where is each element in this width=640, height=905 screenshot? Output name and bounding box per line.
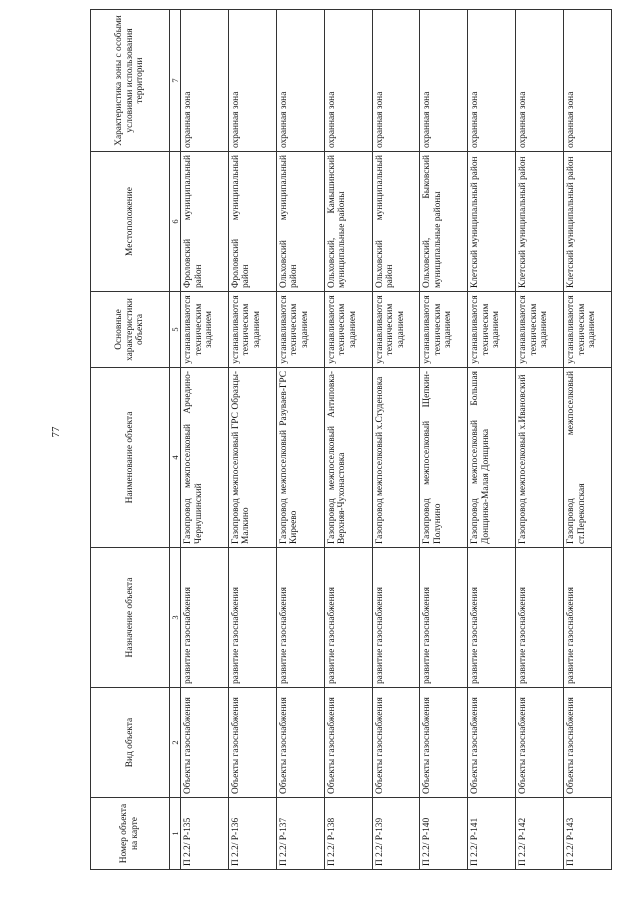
- header-cell: Основные характеристики объекта: [91, 292, 170, 368]
- objects-table: [90, 9, 612, 870]
- cell-object-purpose: развитие газоснабжения: [468, 548, 516, 688]
- table-row: [228, 10, 276, 870]
- column-number-row: [170, 10, 181, 870]
- cell-object-type: Объекты газоснабжения: [228, 688, 276, 798]
- cell-object-name: Газопровод межпоселковый ст.Перекопская: [564, 368, 612, 548]
- cell-object-location: Ольховский муниципальный район: [276, 152, 324, 292]
- cell-object-name: Газопровод межпоселковый Разуваев-ГРС Киреево: [276, 368, 324, 548]
- cell-object-characteristics: устанавливаются техническим заданием: [276, 292, 324, 368]
- table-row: [516, 10, 564, 870]
- cell-object-location: Клетский муниципальный район: [564, 152, 612, 292]
- cell-object-location: Клетский муниципальный район: [468, 152, 516, 292]
- column-number: 5: [170, 292, 181, 368]
- column-number: 7: [170, 10, 181, 152]
- cell-object-name: Газопровод межпоселковый ГРС Образцы-Малкино: [228, 368, 276, 548]
- cell-object-number: П 2.2/ Р-139: [372, 798, 420, 870]
- cell-object-type: Объекты газоснабжения: [468, 688, 516, 798]
- table-row: [276, 10, 324, 870]
- cell-object-name: Газопровод межпоселковый х.Студеновка: [372, 368, 420, 548]
- cell-zone-characteristic: охранная зона: [276, 10, 324, 152]
- cell-object-number: П 2.2/ Р-138: [324, 798, 372, 870]
- cell-object-number: П 2.2/ Р-141: [468, 798, 516, 870]
- cell-object-number: П 2.2/ Р-140: [420, 798, 468, 870]
- cell-object-purpose: развитие газоснабжения: [372, 548, 420, 688]
- cell-object-characteristics: устанавливаются техническим заданием: [181, 292, 229, 368]
- cell-object-number: П 2.2/ Р-136: [228, 798, 276, 870]
- cell-zone-characteristic: охранная зона: [324, 10, 372, 152]
- cell-object-number: П 2.2/ Р-135: [181, 798, 229, 870]
- cell-object-purpose: развитие газоснабжения: [516, 548, 564, 688]
- cell-object-type: Объекты газоснабжения: [420, 688, 468, 798]
- column-number: 3: [170, 548, 181, 688]
- cell-object-purpose: развитие газоснабжения: [228, 548, 276, 688]
- cell-object-location: Клетский муниципальный район: [516, 152, 564, 292]
- cell-object-purpose: развитие газоснабжения: [276, 548, 324, 688]
- page-number: 77: [50, 426, 62, 438]
- cell-object-purpose: развитие газоснабжения: [420, 548, 468, 688]
- cell-object-type: Объекты газоснабжения: [564, 688, 612, 798]
- header-cell: Номер объекта на карте: [91, 798, 170, 870]
- header-cell: Вид объекта: [91, 688, 170, 798]
- cell-object-purpose: развитие газоснабжения: [324, 548, 372, 688]
- header-row: [91, 10, 170, 870]
- cell-object-location: Ольховский муниципальный район: [372, 152, 420, 292]
- table-row: [324, 10, 372, 870]
- cell-object-name: Газопровод межпоселковый Щепкин-Полунино: [420, 368, 468, 548]
- table-row: [181, 10, 229, 870]
- cell-object-purpose: развитие газоснабжения: [181, 548, 229, 688]
- cell-zone-characteristic: охранная зона: [228, 10, 276, 152]
- cell-object-number: П 2.2/ Р-142: [516, 798, 564, 870]
- header-cell: Местоположение: [91, 152, 170, 292]
- cell-zone-characteristic: охранная зона: [564, 10, 612, 152]
- cell-object-type: Объекты газоснабжения: [276, 688, 324, 798]
- cell-object-purpose: развитие газоснабжения: [564, 548, 612, 688]
- cell-object-characteristics: устанавливаются техническим заданием: [324, 292, 372, 368]
- table-row: [372, 10, 420, 870]
- column-number: 4: [170, 368, 181, 548]
- cell-object-characteristics: устанавливаются техническим заданием: [420, 292, 468, 368]
- rotated-table: [90, 10, 612, 870]
- header-cell: Наименование объекта: [91, 368, 170, 548]
- column-number: 2: [170, 688, 181, 798]
- cell-object-name: Газопровод межпоселковый Антиповка-Верхняя-Чухонастовка: [324, 368, 372, 548]
- cell-object-location: Ольховский, Быковский муниципальные районы: [420, 152, 468, 292]
- cell-zone-characteristic: охранная зона: [468, 10, 516, 152]
- cell-object-number: П 2.2/ Р-137: [276, 798, 324, 870]
- cell-object-type: Объекты газоснабжения: [181, 688, 229, 798]
- cell-object-location: Ольховский, Камышинский муниципальные районы: [324, 152, 372, 292]
- column-number: 1: [170, 798, 181, 870]
- header-cell: Характеристика зоны с особыми условиями использования территории: [91, 10, 170, 152]
- cell-object-number: П 2.2/ Р-143: [564, 798, 612, 870]
- cell-object-type: Объекты газоснабжения: [372, 688, 420, 798]
- table-container: [90, 10, 612, 870]
- column-number: 6: [170, 152, 181, 292]
- header-cell: Назначение объекта: [91, 548, 170, 688]
- cell-object-characteristics: устанавливаются техническим заданием: [228, 292, 276, 368]
- cell-object-characteristics: устанавливаются техническим заданием: [516, 292, 564, 368]
- cell-zone-characteristic: охранная зона: [181, 10, 229, 152]
- cell-object-characteristics: устанавливаются техническим заданием: [564, 292, 612, 368]
- cell-zone-characteristic: охранная зона: [420, 10, 468, 152]
- cell-object-characteristics: устанавливаются техническим заданием: [372, 292, 420, 368]
- cell-object-location: Фроловский муниципальный район: [181, 152, 229, 292]
- cell-object-type: Объекты газоснабжения: [324, 688, 372, 798]
- cell-zone-characteristic: охранная зона: [372, 10, 420, 152]
- table-row: [564, 10, 612, 870]
- cell-object-name: Газопровод межпоселковый Арчедино-Чернушинский: [181, 368, 229, 548]
- table-row: [420, 10, 468, 870]
- table-row: [468, 10, 516, 870]
- cell-object-name: Газопровод межпоселковый Большая Донщинка-Малая Донщинка: [468, 368, 516, 548]
- cell-object-characteristics: устанавливаются техническим заданием: [468, 292, 516, 368]
- cell-object-location: Фроловский муниципальный район: [228, 152, 276, 292]
- cell-object-name: Газопровод межпоселковый х.Ивановский: [516, 368, 564, 548]
- cell-zone-characteristic: охранная зона: [516, 10, 564, 152]
- cell-object-type: Объекты газоснабжения: [516, 688, 564, 798]
